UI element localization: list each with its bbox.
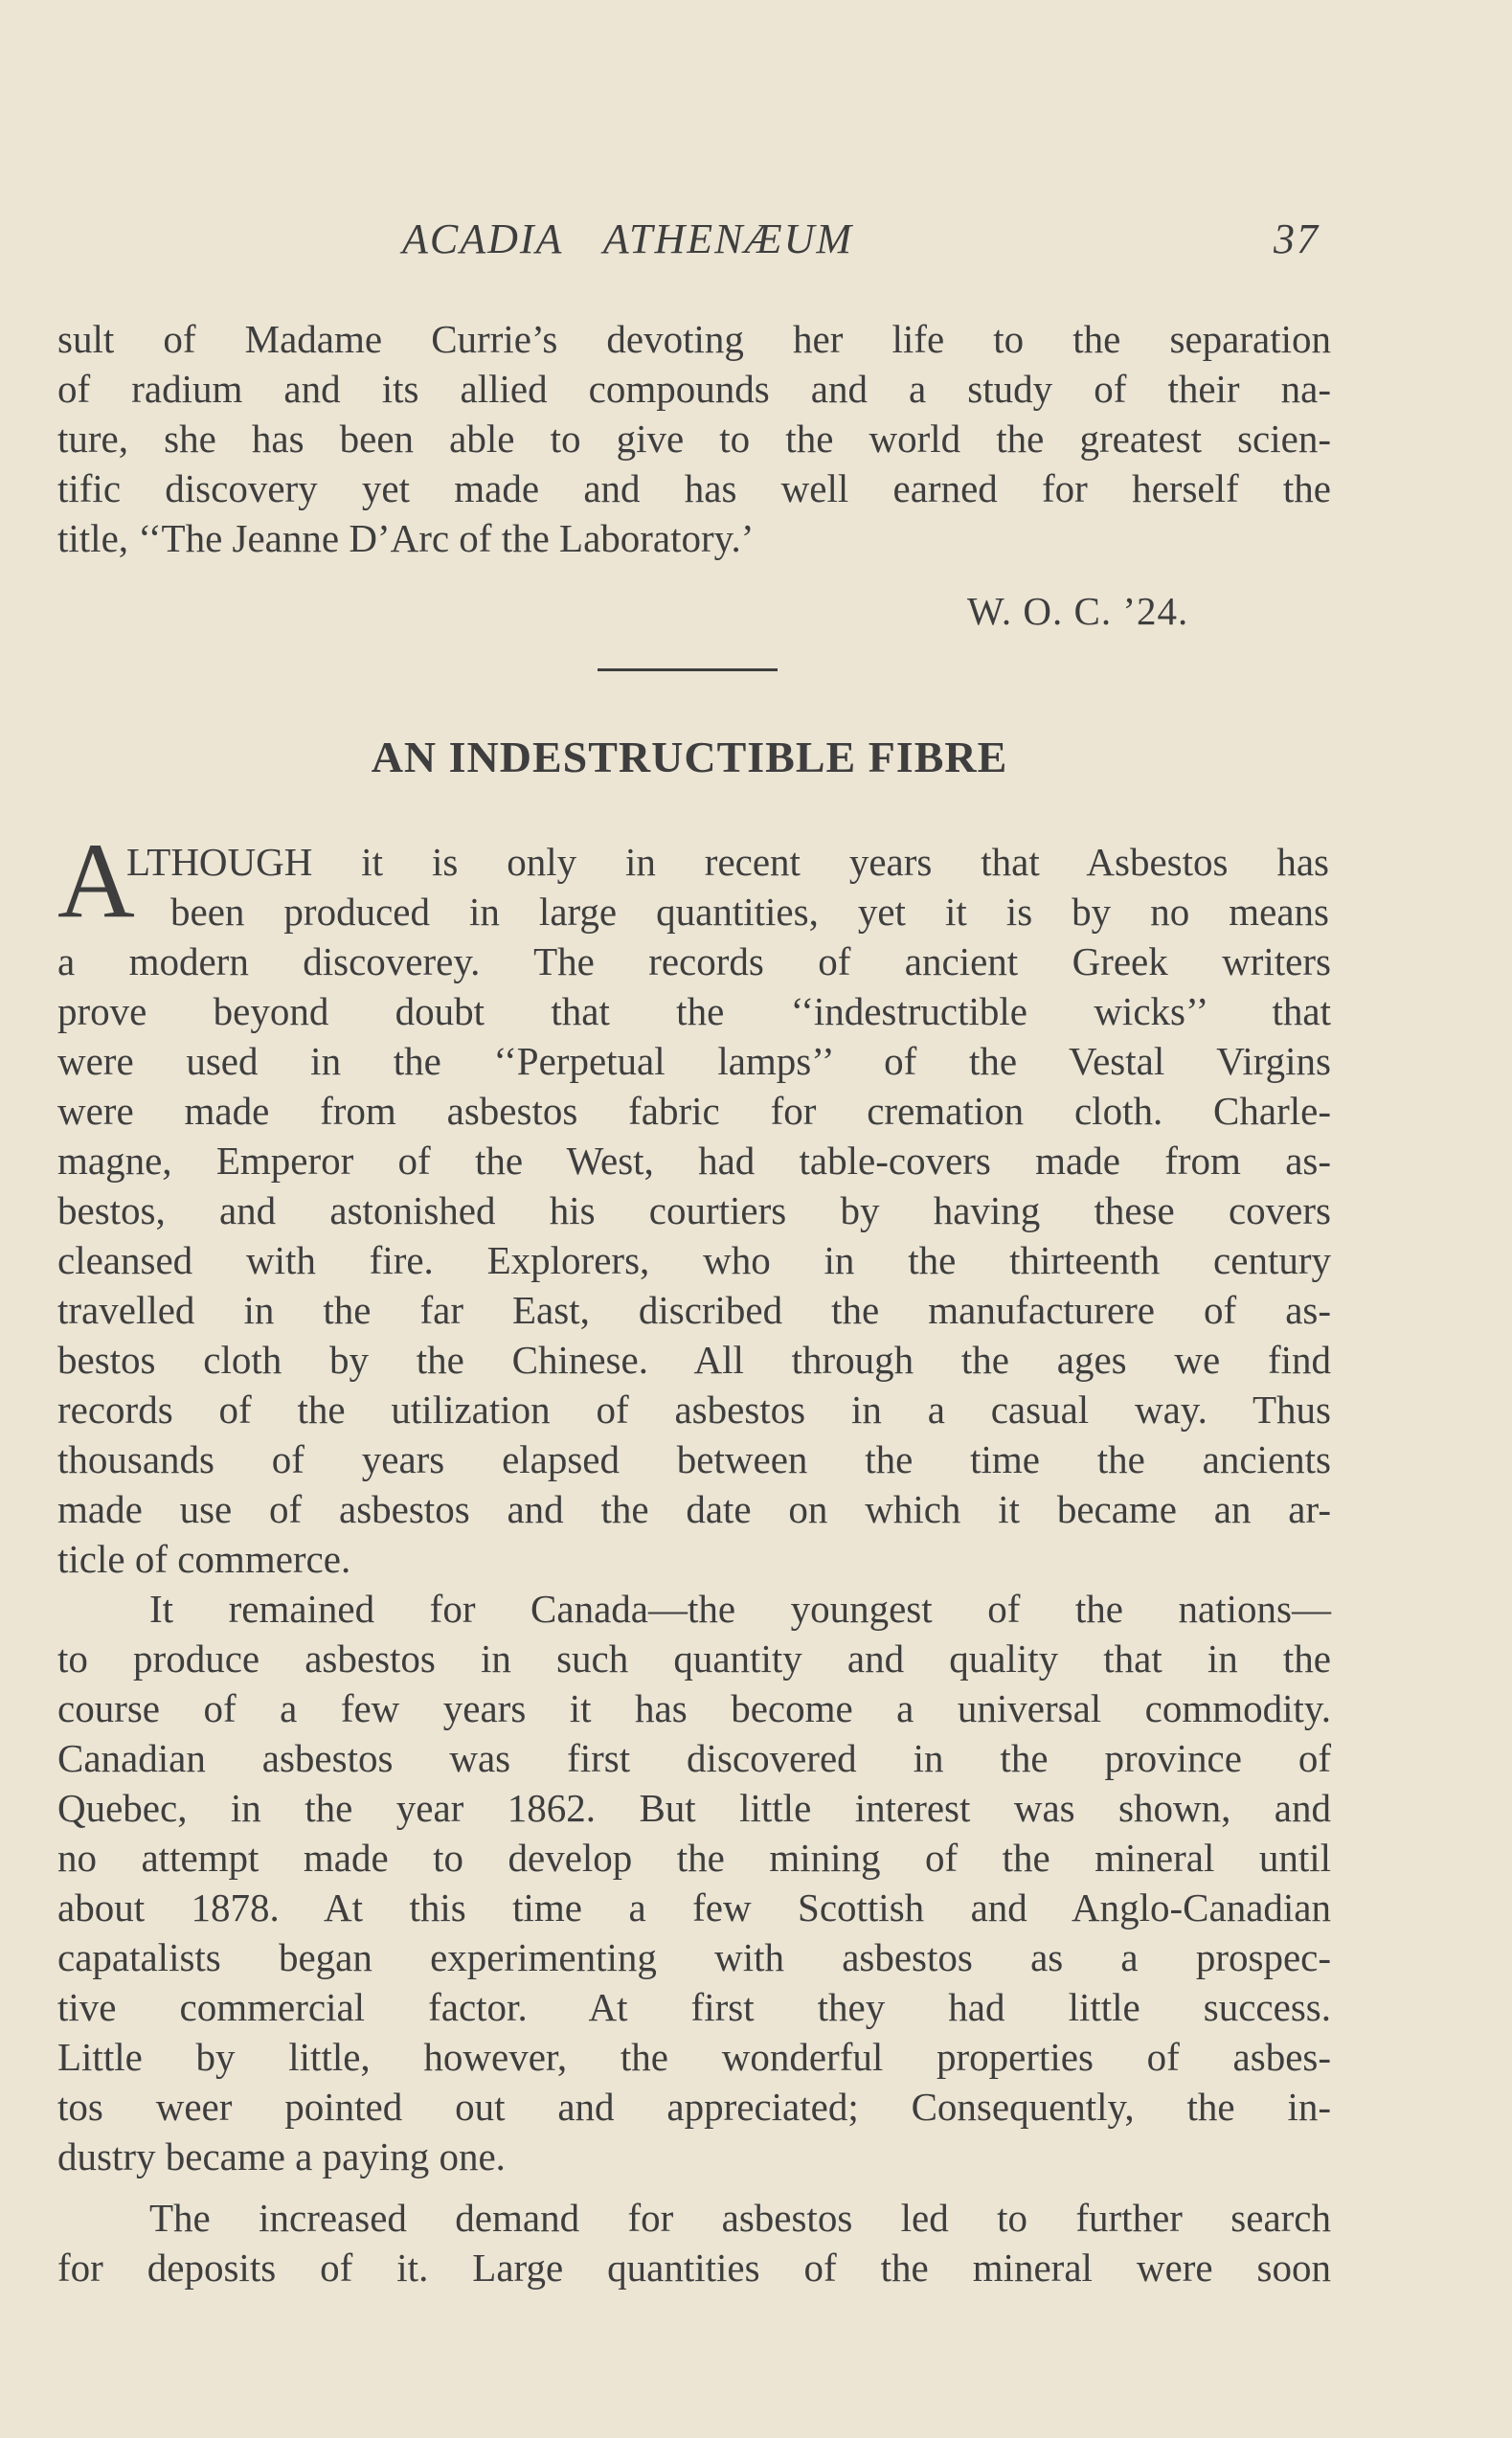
text-line: magne, Emperor of the West, had table-covers made from as-: [57, 1139, 1331, 1183]
text-line: ticle of commerce.: [57, 1537, 351, 1581]
article-title: AN INDESTRUCTIBLE FIBRE: [371, 733, 1008, 781]
text-line: of radium and its allied compounds and a study of their na-: [57, 367, 1331, 411]
running-head: [0, 214, 1512, 272]
text-line: course of a few years it has become a universal commodity.: [57, 1686, 1331, 1730]
text-line: thousands of years elapsed between the time the ancients: [57, 1437, 1331, 1481]
drop-cap: A: [57, 822, 135, 940]
text-line: were used in the ‘‘Perpetual lamps’’ of the Vestal Virgins: [57, 1039, 1331, 1083]
text-line: dustry became a paying one.: [57, 2134, 506, 2178]
text-line: tos weer pointed out and appreciated; Consequently, the in-: [57, 2085, 1331, 2129]
text-line: [170, 887, 1329, 937]
text-line: Quebec, in the year 1862. But little interest was shown, and: [57, 1786, 1331, 1830]
paragraph-1: [57, 937, 1331, 1584]
text-line: bestos cloth by the Chinese. All through the ages we find: [57, 1338, 1331, 1382]
paragraph-3: [57, 2193, 1331, 2292]
section-divider: [598, 668, 778, 671]
text-line: cleansed with fire. Explorers, who in the thirteenth century: [57, 1238, 1331, 1282]
author-signature: W. O. C. ’24.: [967, 589, 1189, 633]
text-line: sult of Madame Currie’s devoting her life to the separation: [57, 317, 1331, 361]
text-line: ture, she has been able to give to the world the greatest scien-: [57, 417, 1331, 461]
text-line: Little by little, however, the wonderful properties of asbes-: [57, 2035, 1331, 2079]
text-line: LTHOUGH it is only in recent years that Asbestos has: [126, 840, 1329, 884]
page-number: 37: [1274, 215, 1320, 262]
text-line: bestos, and astonished his courtiers by having these covers: [57, 1188, 1331, 1232]
text-line: title, ‘‘The Jeanne D’Arc of the Laboratory.’: [57, 516, 755, 560]
text-line: prove beyond doubt that the ‘‘indestructible wicks’’ that: [57, 989, 1331, 1033]
text-line: were made from asbestos fabric for cremation cloth. Charle-: [57, 1089, 1331, 1133]
text-line: to produce asbestos in such quantity and quality that in the: [57, 1637, 1331, 1681]
text-line: records of the utilization of asbestos in a casual way. Thus: [57, 1388, 1331, 1432]
paragraph-2: [57, 1584, 1331, 2181]
text-line: capatalists began experimenting with asbestos as a prospec-: [57, 1935, 1331, 1979]
text-line: Canadian asbestos was first discovered in the province of: [57, 1736, 1331, 1780]
continued-paragraph: [57, 314, 1331, 563]
text-line: been produced in large quantities, yet it is by no means: [170, 890, 1329, 934]
text-line: It remained for Canada—the youngest of the nations—: [149, 1587, 1331, 1631]
text-line: The increased demand for asbestos led to further search: [149, 2196, 1331, 2240]
text-line: for deposits of it. Large quantities of the mineral were soon: [57, 2246, 1331, 2290]
text-line: about 1878. At this time a few Scottish and Anglo-Canadian: [57, 1885, 1331, 1930]
text-line: no attempt made to develop the mining of the mineral until: [57, 1836, 1331, 1880]
text-line: travelled in the far East, discribed the manufacturere of as-: [57, 1288, 1331, 1332]
running-title: ACADIA ATHENÆUM: [402, 215, 854, 262]
text-line: made use of asbestos and the date on which it became an ar-: [57, 1487, 1331, 1531]
text-line: [126, 837, 1329, 887]
text-line: tive commercial factor. At first they had little success.: [57, 1985, 1331, 2029]
text-line: tific discovery yet made and has well earned for herself the: [57, 466, 1331, 510]
text-line: a modern discoverey. The records of ancient Greek writers: [57, 939, 1331, 983]
